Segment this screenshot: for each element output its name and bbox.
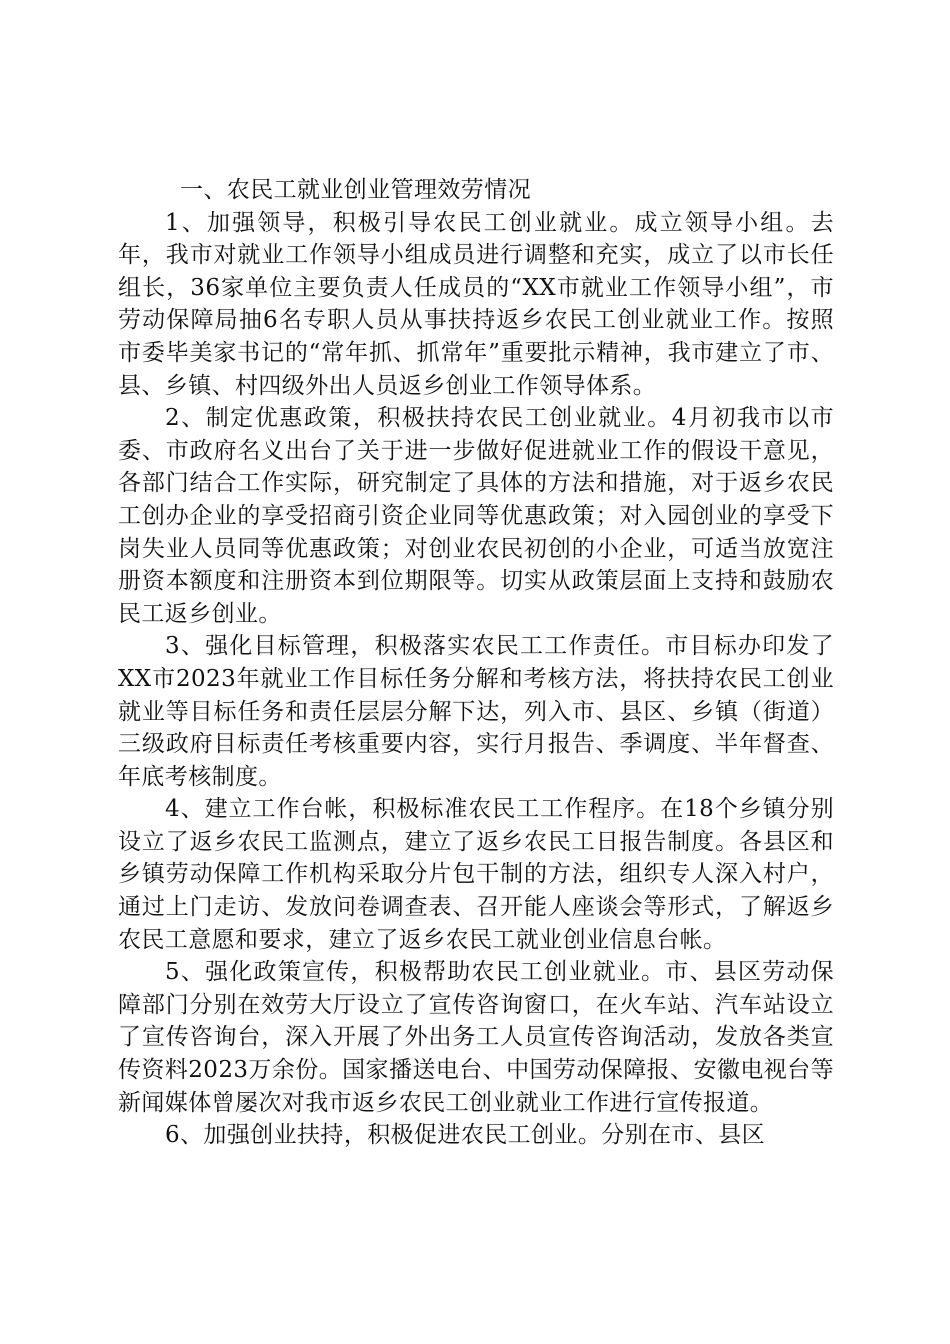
paragraph-5: 5、强化政策宣传，积极帮助农民工创业就业。市、县区劳动保障部门分别在效劳大厅设立了宣传咨询窗口，在火车站、汽车站设立了宣传咨询台，深入开展了外出务工人员宣传咨询活动，发放各类宣传资料2023万余份。国家播送电台、中国劳动保障报、安徽电视台等新闻媒体曾屡次对我市返乡农民工创业就业工作进行宣传报道。 — [118, 959, 834, 1116]
paragraph-2: 2、制定优惠政策，积极扶持农民工创业就业。4月初我市以市委、市政府名义出台了关于进一步做好促进就业工作的假设干意见，各部门结合工作实际，研究制定了具体的方法和措施，对于返乡农民工创办企业的享受招商引资企业同等优惠政策；对入园创业的享受下岗失业人员同等优惠政策；对创业农民初创的小企业，可适当放宽注册资本额度和注册资本到位期限等。切实从政策层面上支持和鼓励农民工返乡创业。 — [118, 405, 834, 627]
paragraph-6: 6、加强创业扶持，积极促进农民工创业。分别在市、县区 — [165, 1122, 766, 1149]
paragraph-4: 4、建立工作台帐，积极标准农民工工作程序。在18个乡镇分别设立了返乡农民工监测点，建立了返乡农民工日报告制度。各县区和乡镇劳动保障工作机构采取分片包干制的方法，组织专人深入村户，通过上门走访、发放问卷调查表、召开能人座谈会等形式，了解返乡农民工意愿和要求，建立了返乡农民工就业创业信息台帐。 — [118, 796, 834, 953]
document-body — [118, 174, 834, 1152]
section-heading: 一、农民工就业创业管理效劳情况 — [180, 177, 531, 203]
paragraph-1: 1、加强领导，积极引导农民工创业就业。成立领导小组。去年，我市对就业工作领导小组成员进行调整和充实，成立了以市长任组长，36家单位主要负责人任成员的“XX市就业工作领导小组”，市劳动保障局抽6名专职人员从事扶持返乡农民工创业就业工作。按照市委毕美家书记的“常年抓、抓常年”重要批示精神，我市建立了市、县、乡镇、村四级外出人员返乡创业工作领导体系。 — [118, 209, 834, 399]
paragraph-3: 3、强化目标管理，积极落实农民工工作责任。市目标办印发了XX市2023年就业工作目标任务分解和考核方法，将扶持农民工创业就业等目标任务和责任层层分解下达，列入市、县区、乡镇（街道）三级政府目标责任考核重要内容，实行月报告、季调度、半年督查、年底考核制度。 — [118, 633, 834, 790]
